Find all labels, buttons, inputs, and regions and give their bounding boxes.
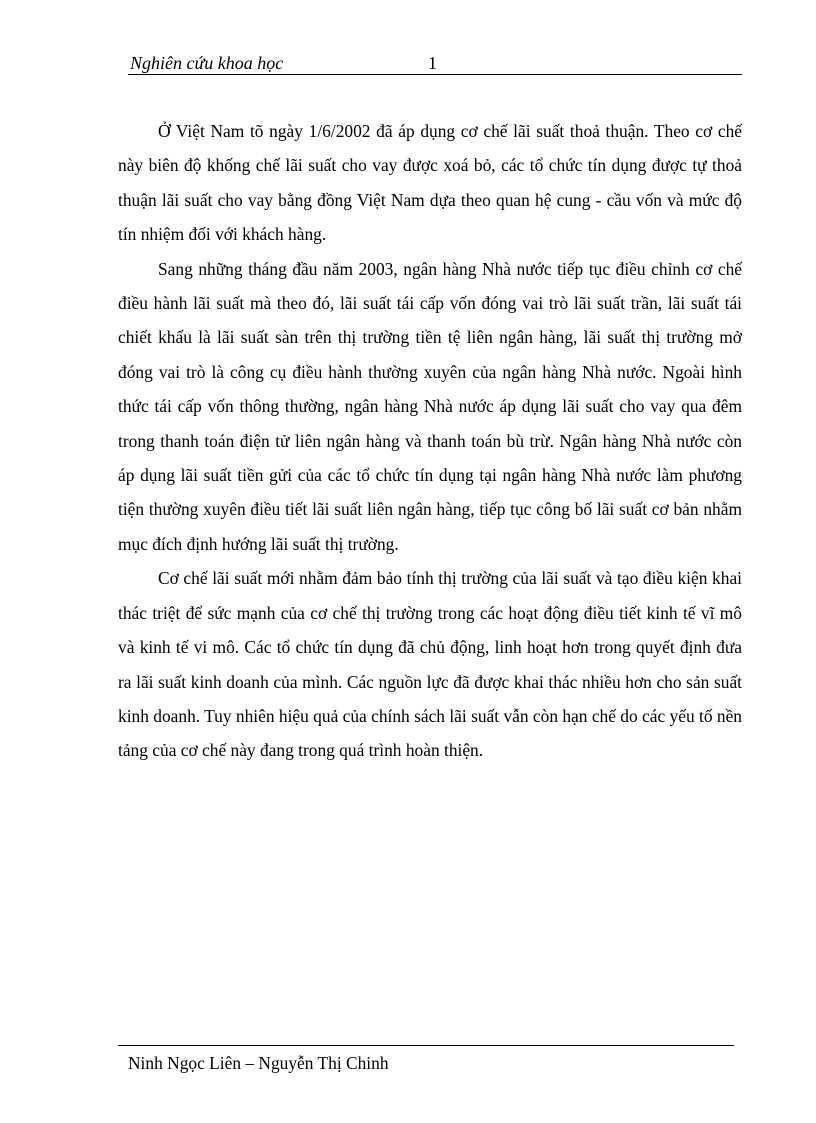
body-text — [118, 114, 742, 768]
paragraph-3: Cơ chế lãi suất mới nhằm đảm bảo tính thị trường của lãi suất và tạo điều kiện khai thác triệt để sức mạnh của cơ chế thị trường trong các hoạt động điều tiết kinh tế vĩ mô và kinh tế vi mô. Các tổ chức tín dụng đã chủ động, linh hoạt hơn trong quyết định đưa ra lãi suất kinh doanh của mình. Các nguồn lực đã được khai thác nhiều hơn cho sản suất kinh doanh. Tuy nhiên hiệu quả của chính sách lãi suất vẫn còn hạn chế do các yếu tố nền tảng của cơ chế này đang trong quá trình hoàn thiện. — [118, 568, 742, 761]
footer-divider — [118, 1045, 734, 1046]
footer-authors: Ninh Ngọc Liên – Nguyễn Thị Chinh — [128, 1053, 389, 1073]
page-number: 1 — [428, 53, 437, 73]
paragraph-2: Sang những tháng đầu năm 2003, ngân hàng Nhà nước tiếp tục điều chỉnh cơ chế điều hành lãi suất mà theo đó, lãi suất tái cấp vốn đóng vai trò lãi suất trần, lãi suất tái chiết khấu là lãi suất sàn trên thị trường tiền tệ liên ngân hàng, lãi suất thị trường mở đóng vai trò là công cụ điều hành thường xuyên của ngân hàng Nhà nước. Ngoài hình thức tái cấp vốn thông thường, ngân hàng Nhà nước áp dụng lãi suất cho vay qua đêm trong thanh toán điện tử liên ngân hàng và thanh toán bù trừ. Ngân hàng Nhà nước còn áp dụng lãi suất tiền gửi của các tổ chức tín dụng tại ngân hàng Nhà nước làm phương tiện thường xuyên điều tiết lãi suất liên ngân hàng, tiếp tục công bố lãi suất cơ bản nhằm mục đích định hướng lãi suất thị trường. — [118, 258, 742, 554]
paragraph-1: Ở Việt Nam tõ ngày 1/6/2002 đã áp dụng cơ chế lãi suất thoả thuận. Theo cơ chế này biên độ khống chế lãi suất cho vay được xoá bỏ, các tổ chức tín dụng được tự thoả thuận lãi suất cho vay bằng đồng Việt Nam dựa theo quan hệ cung - cầu vốn và mức độ tín nhiệm đối với khách hàng. — [118, 121, 742, 245]
header-title: Nghiên cứu khoa học — [130, 53, 284, 73]
page-header — [128, 52, 742, 75]
